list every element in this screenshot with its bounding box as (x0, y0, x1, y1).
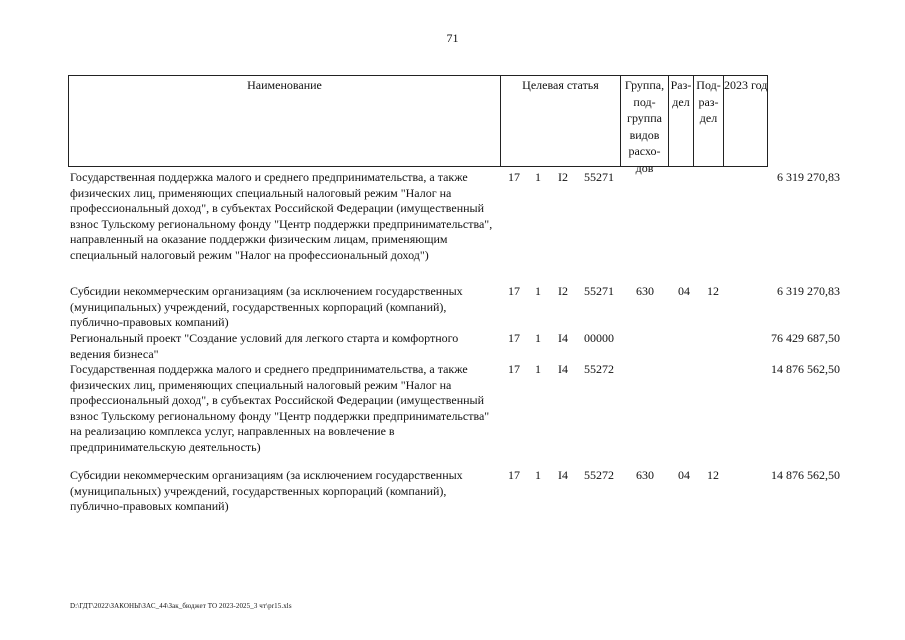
row-code-4: 55271 (584, 284, 614, 298)
row-code-3: I2 (558, 284, 568, 298)
table-row (70, 284, 840, 331)
row-name: Субсидии некоммерческим организациям (за исключением государственных (муниципальных) учреждений, государственных корпораций (компаний), публично-правовых компаний) (70, 284, 463, 329)
row-name: Государственная поддержка малого и среднего предпринимательства, а также физических лиц, применяющих специальный налоговый режим "Налог на профессиональный доход", в субъектах Российской Федерации (имущественный взнос Тульскому региональному фонду "Центр поддержки предпринимательства", направленный на оказание поддержки физическим лицам, применяющим специальный налоговый режим "Налог на профессиональный доход") (70, 170, 493, 262)
table-row (70, 170, 840, 284)
file-path-footer: D:\ГДТ\2022\ЗАКОНЫ\ЗАС_44\Зак_бюджет ТО 2023-2025_3 чт\pr15.xls (70, 602, 292, 610)
table-body (70, 170, 840, 515)
row-code-2: 1 (535, 284, 541, 298)
row-amount: 14 876 562,50 (771, 362, 840, 376)
row-code-4: 55272 (584, 468, 614, 482)
row-amount: 14 876 562,50 (771, 468, 840, 482)
row-code-2: 1 (535, 170, 541, 184)
row-code-4: 00000 (584, 331, 614, 345)
row-code-2: 1 (535, 468, 541, 482)
header-subsection: Под-раз-дел (694, 76, 724, 166)
row-amount: 76 429 687,50 (771, 331, 840, 345)
table-row (70, 331, 840, 362)
table-row (70, 362, 840, 468)
header-section: Раз-дел (669, 76, 694, 166)
row-code-3: I4 (558, 468, 568, 482)
row-code-1: 17 (508, 331, 520, 345)
table-row (70, 468, 840, 515)
header-name: Наименование (69, 76, 501, 166)
row-section: 04 (678, 468, 690, 482)
row-code-3: I2 (558, 170, 568, 184)
row-section: 04 (678, 284, 690, 298)
row-name: Региональный проект "Создание условий для легкого старта и комфортного ведения бизнеса" (70, 331, 459, 361)
row-code-4: 55272 (584, 362, 614, 376)
row-code-2: 1 (535, 362, 541, 376)
row-code-3: I4 (558, 362, 568, 376)
row-group: 630 (636, 468, 654, 482)
row-code-1: 17 (508, 170, 520, 184)
table-header (68, 75, 768, 175)
row-code-1: 17 (508, 468, 520, 482)
row-code-3: I4 (558, 331, 568, 345)
row-name: Субсидии некоммерческим организациям (за исключением государственных (муниципальных) учреждений, государственных корпораций (компаний), публично-правовых компаний) (70, 468, 463, 513)
row-amount: 6 319 270,83 (777, 170, 840, 184)
row-code-2: 1 (535, 331, 541, 345)
header-target-article: Целевая статья (501, 76, 621, 166)
row-group: 630 (636, 284, 654, 298)
row-subsection: 12 (707, 284, 719, 298)
row-amount: 6 319 270,83 (777, 284, 840, 298)
row-code-1: 17 (508, 362, 520, 376)
row-code-4: 55271 (584, 170, 614, 184)
row-subsection: 12 (707, 468, 719, 482)
header-year: 2023 год (724, 78, 768, 92)
page-number: 71 (446, 31, 459, 45)
row-name: Государственная поддержка малого и среднего предпринимательства, а также физических лиц, применяющих специальный налоговый режим "Налог на профессиональный доход", в субъектах Российской Федерации (имущественный взнос Тульскому региональному фонду "Центр поддержки предпринимательства" на реализацию комплекса услуг, направленных на вовлечение в предпринимательскую деятельность) (70, 362, 490, 454)
header-expense-group: Группа, под-группа видов расхо-дов (621, 76, 669, 166)
row-code-1: 17 (508, 284, 520, 298)
